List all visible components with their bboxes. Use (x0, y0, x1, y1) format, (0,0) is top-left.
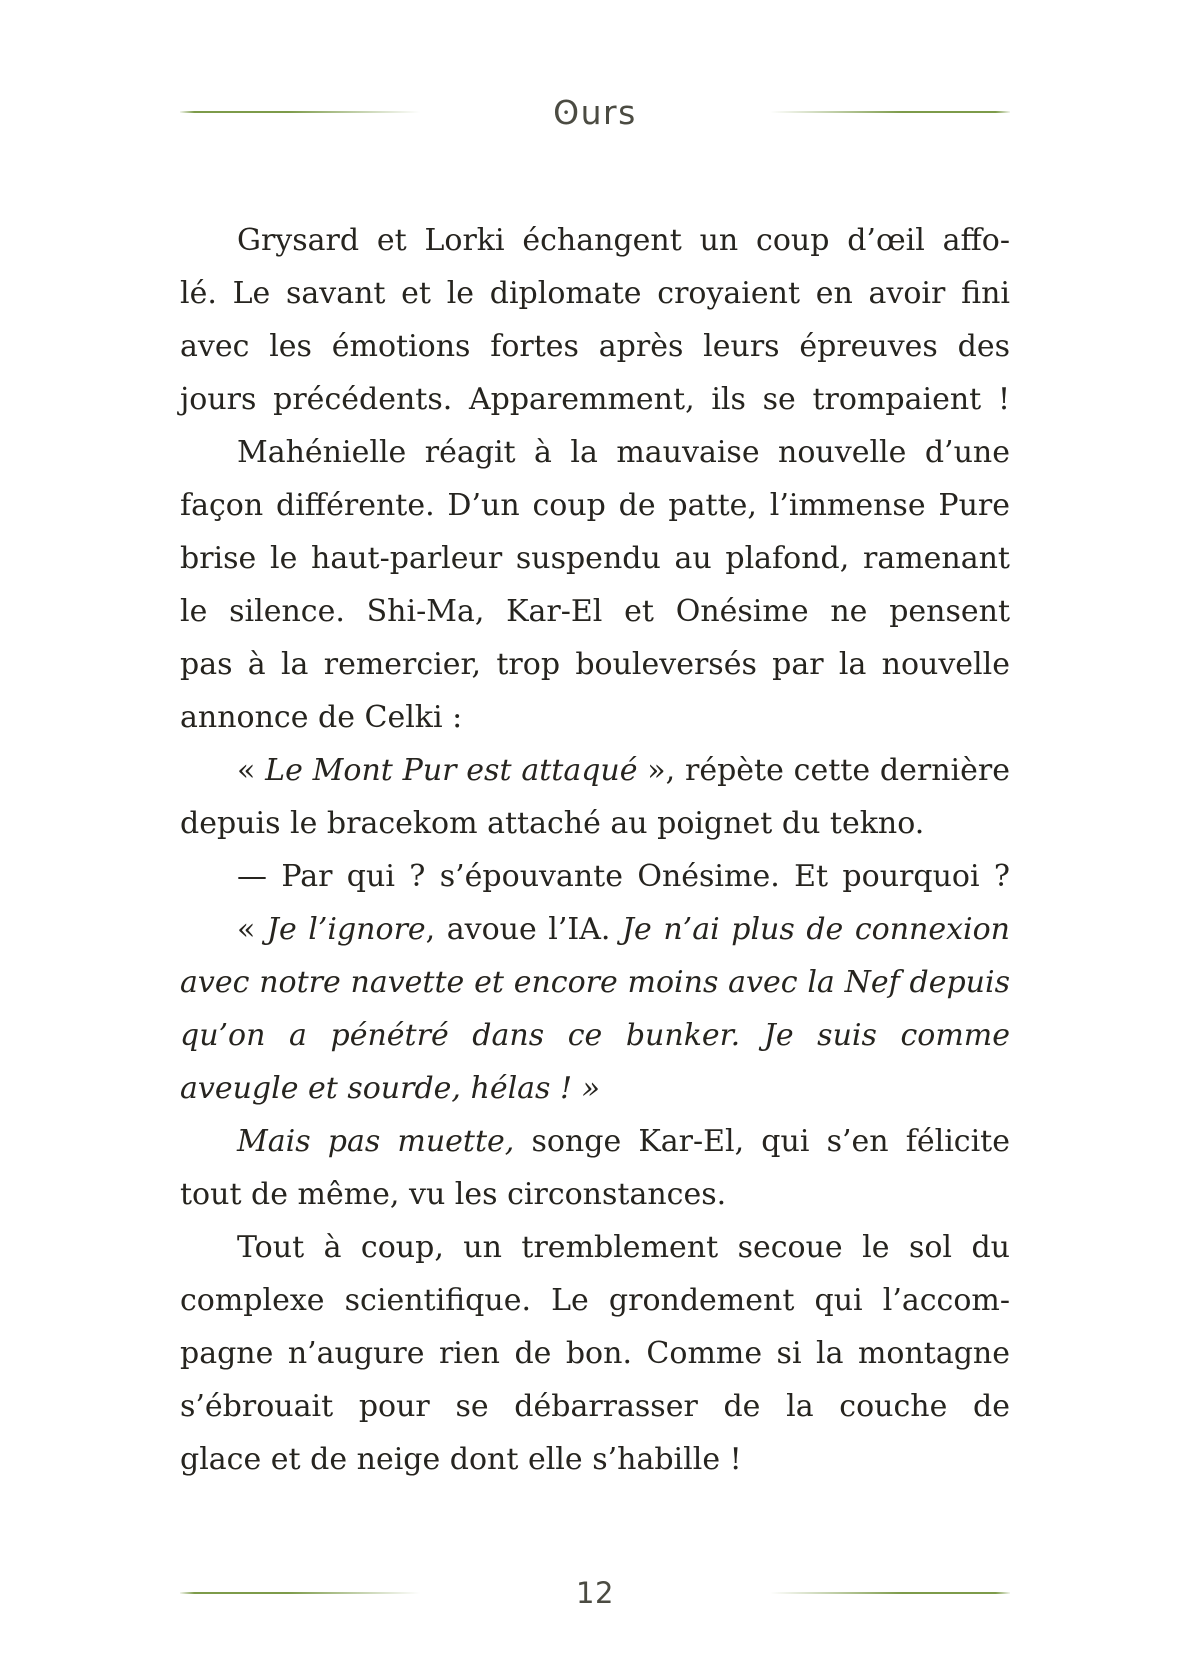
text-line (180, 850, 1010, 903)
text-run: façon différente. D’un coup de patte, l’immense Pure (180, 488, 1010, 523)
text-line (180, 1168, 1010, 1221)
text-line (180, 1062, 1010, 1115)
text-run: pagne n’augure rien de bon. Comme si la montagne (180, 1336, 1010, 1371)
italic-run: Le Mont Pur est attaqué (265, 753, 638, 788)
body-text (180, 214, 1010, 1486)
text-line (180, 1009, 1010, 1062)
text-run: », répète cette dernière (637, 753, 1010, 788)
text-line (180, 532, 1010, 585)
italic-run: Je l’ignore (266, 912, 426, 947)
text-line (180, 1221, 1010, 1274)
text-run: depuis le bracekom attaché au poignet du tekno. (180, 806, 925, 841)
italic-run: qu’on a pénétré dans ce bunker. Je suis comme (180, 1018, 1010, 1053)
text-line (180, 638, 1010, 691)
text-line (180, 1327, 1010, 1380)
text-run: — Par qui ? s’épouvante Onésime. Et pourquoi ? (237, 859, 1010, 894)
text-line (180, 1274, 1010, 1327)
text-line (180, 1380, 1010, 1433)
text-run: Grysard et Lorki échangent un coup d’œil affo- (237, 223, 1010, 258)
text-line (180, 1433, 1010, 1486)
italic-run: avec notre navette et encore moins avec la Nef depuis (180, 965, 1010, 1000)
text-run: tout de même, vu les circonstances. (180, 1177, 727, 1212)
text-run: annonce de Celki : (180, 700, 463, 735)
text-run: Tout à coup, un tremblement secoue le sol du (237, 1230, 1010, 1265)
italic-run: Je n’ai plus de connexion (622, 912, 1010, 947)
footer-rule-right (770, 1592, 1010, 1594)
footer-rule-left (180, 1592, 420, 1594)
text-run: avec les émotions fortes après leurs épreuves des (180, 329, 1010, 364)
text-run: songe Kar-El, qui s’en félicite (514, 1124, 1010, 1159)
text-line (180, 956, 1010, 1009)
header-rule-right (770, 111, 1010, 113)
text-run: jours précédents. Apparemment, ils se trompaient ! (180, 382, 1010, 417)
text-line (180, 267, 1010, 320)
italic-run: aveugle et sourde, hélas ! » (180, 1071, 600, 1106)
page-footer (180, 1571, 1010, 1615)
text-run: lé. Le savant et le diplomate croyaient en avoir fini (180, 276, 1010, 311)
running-title: ʘurs (553, 92, 637, 132)
italic-run: Mais pas muette, (237, 1124, 515, 1159)
text-run: Mahénielle réagit à la mauvaise nouvelle d’une (237, 435, 1010, 470)
text-line (180, 426, 1010, 479)
header-rule-left (180, 111, 420, 113)
text-line (180, 214, 1010, 267)
text-run: le silence. Shi-Ma, Kar-El et Onésime ne pensent (180, 594, 1010, 629)
text-run: complexe scientifique. Le grondement qui l’accom- (180, 1283, 1010, 1318)
text-line (180, 744, 1010, 797)
text-run: « (237, 753, 266, 788)
text-line (180, 585, 1010, 638)
text-line (180, 373, 1010, 426)
text-line (180, 320, 1010, 373)
text-run: , avoue l’IA. (425, 912, 623, 947)
text-run: glace et de neige dont elle s’habille ! (180, 1442, 742, 1477)
text-run: « (237, 912, 267, 947)
text-line (180, 691, 1010, 744)
text-run: s’ébrouait pour se débarrasser de la couche de (180, 1389, 1010, 1424)
text-line (180, 479, 1010, 532)
text-run: brise le haut-parleur suspendu au plafond, ramenant (180, 541, 1010, 576)
text-run: pas à la remercier, trop bouleversés par la nouvelle (180, 647, 1010, 682)
text-line (180, 903, 1010, 956)
page-number: 12 (576, 1575, 614, 1610)
page-header (180, 90, 1010, 134)
text-line (180, 1115, 1010, 1168)
text-line (180, 797, 1010, 850)
